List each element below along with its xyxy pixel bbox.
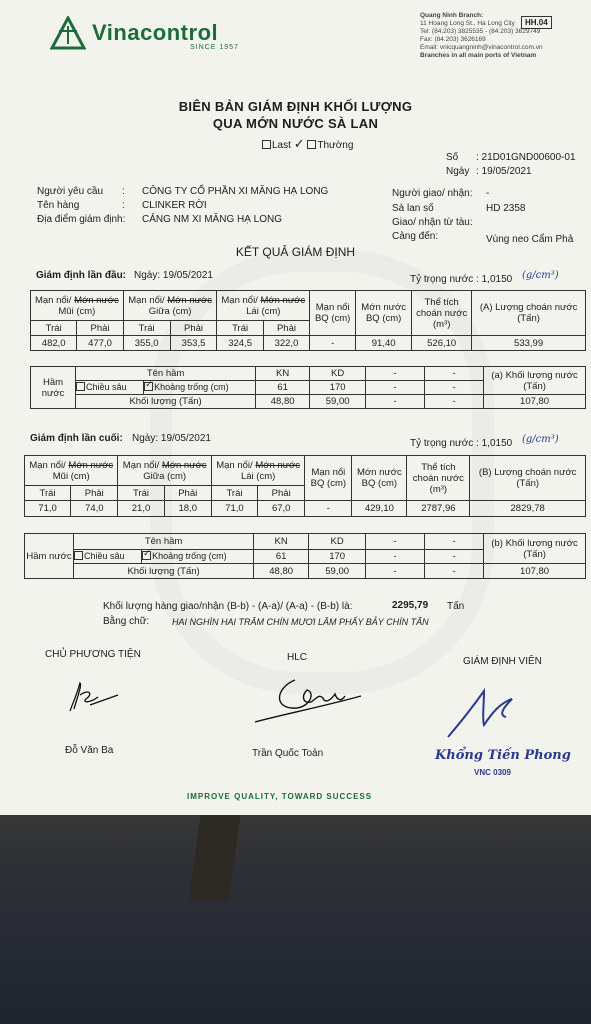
owner-signature <box>60 675 130 720</box>
brand-name: Vinacontrol <box>92 20 219 45</box>
owner-title: CHỦ PHƯƠNG TIỆN <box>45 649 141 660</box>
doc-title-1: BIÊN BẢN GIÁM ĐỊNH KHỐI LƯỢNG <box>178 99 413 114</box>
first-density: Tỷ trọng nước : 1,0150 <box>410 274 513 285</box>
phai: Phải <box>170 321 217 336</box>
deliver-value: - <box>486 188 490 199</box>
col-mui: Mạn nổi/ Mớn nước Mũi (cm) <box>25 456 118 486</box>
checkbox-icon <box>307 140 316 149</box>
brand-since: SINCE 1957 <box>190 44 239 51</box>
hold-result-value: 107,80 <box>484 395 586 409</box>
cell: 355,0 <box>123 336 170 351</box>
doc-title-2: QUA MỚN NƯỚC SÀ LAN <box>212 116 379 131</box>
summary-value: 2295,79 <box>392 600 429 611</box>
hlc-signature <box>245 670 375 740</box>
title-options: Last ✓ Thường <box>262 136 353 152</box>
cell: 2829,78 <box>470 501 586 517</box>
cell: - <box>305 501 352 517</box>
cell: 59,00 <box>310 395 366 409</box>
trai: Trái <box>123 321 170 336</box>
ten-ham: Tên hầm <box>76 367 256 381</box>
dash: - <box>425 367 484 381</box>
from-label: Giao/ nhận từ tàu: <box>392 217 473 228</box>
ngay-label: Ngày <box>446 166 470 177</box>
first-density-handwritten: (g/cm³) <box>522 270 559 281</box>
hold-result-label: (a) Khối lượng nước (Tấn) <box>484 367 586 395</box>
hold-result-value: 107,80 <box>484 564 586 579</box>
cell: 526,10 <box>412 336 472 351</box>
inspector-title: GIÁM ĐỊNH VIÊN <box>463 656 542 667</box>
summary-unit: Tấn <box>447 601 465 612</box>
cell: 429,10 <box>352 501 407 517</box>
col-lai: Mạn nổi/ Mớn nước Lái (cm) <box>211 456 304 486</box>
background-lap <box>0 800 591 1024</box>
cell: 67,0 <box>258 501 305 517</box>
col-thetich: Thể tích choán nước (m³) <box>412 291 472 336</box>
slogan: IMPROVE QUALITY, TOWARD SUCCESS <box>187 792 373 801</box>
summary-line: Khối lượng hàng giao/nhận (B-b) - (A-a)/ (A-a) - (B-b) là: <box>103 601 353 612</box>
dash: - <box>366 550 425 564</box>
cell: 48,80 <box>254 564 309 579</box>
cell: 482,0 <box>31 336 77 351</box>
barge-value: HD 2358 <box>486 203 526 214</box>
inspector-code: VNC 0309 <box>474 768 511 777</box>
requester-value: CÔNG TY CỔ PHẦN XI MĂNG HẠ LONG <box>142 186 329 197</box>
words-label: Bằng chữ: <box>103 616 150 627</box>
ngay-value: : 19/05/2021 <box>476 166 532 177</box>
phai: Phải <box>71 486 118 501</box>
colon: : <box>122 186 125 197</box>
dash: - <box>366 381 425 395</box>
col-thetich: Thể tích choán nước (m³) <box>407 456 470 501</box>
first-date: Ngày: 19/05/2021 <box>134 270 213 281</box>
kd: KD <box>310 367 366 381</box>
cell: 170 <box>309 550 366 564</box>
barge-label: Sà lan số <box>392 203 434 214</box>
col-result: (A) Lượng choán nước (Tấn) <box>472 291 586 336</box>
branch-info: Quang Ninh Branch: 11 Hoang Long St., Ha Long City Tel: (84.203) 3825535 - (84.203) 3629749 Fax: (84.203) 3626169 Email: vnicquangninh@vinacontrol.com.vn Branches in all main ports of Vietnam <box>420 12 543 59</box>
dash: - <box>425 381 484 395</box>
last-label: Giám định lần cuối: <box>30 433 123 444</box>
kl-label: Khối lượng (Tấn) <box>76 395 256 409</box>
cargo-value: CLINKER RỜI <box>142 200 207 211</box>
hold-options: ✓ Khoảng trống (cm) <box>144 381 256 395</box>
owner-name: Đỗ Văn Ba <box>65 745 114 756</box>
cell: - <box>310 336 356 351</box>
phai: Phải <box>258 486 305 501</box>
dash: - <box>366 564 425 579</box>
words-value: HAI NGHÌN HAI TRĂM CHÍN MƯƠI LĂM PHẨY BẢY CHÍN TẤN <box>172 617 429 627</box>
hlc-title: HLC <box>287 652 308 663</box>
trai: Trái <box>25 486 71 501</box>
so-label: Số <box>446 152 459 163</box>
col-result: (B) Lượng choán nước (Tấn) <box>470 456 586 501</box>
inspector-name: Khổng Tiến Phong <box>435 748 571 763</box>
kn: KN <box>254 534 309 550</box>
cell: 71,0 <box>25 501 71 517</box>
cell: 2787,96 <box>407 501 470 517</box>
dash: - <box>425 564 484 579</box>
hold-options: ✓ Khoảng trống (cm) <box>142 550 254 564</box>
so-value: : 21D01GND00600-01 <box>476 152 576 163</box>
colon: : <box>122 200 125 211</box>
cell: 74,0 <box>71 501 118 517</box>
cell: 322,0 <box>263 336 309 351</box>
first-label: Giám định lần đầu: <box>36 270 127 281</box>
cell: 71,0 <box>211 501 257 517</box>
place-value: CẢNG NM XI MĂNG HẠ LONG <box>142 214 283 225</box>
col-mui: Mạn nổi/ Mớn nước Mũi (cm) <box>31 291 124 321</box>
trai: Trái <box>118 486 164 501</box>
port-label: Cảng đến: <box>392 231 439 242</box>
dash: - <box>425 550 484 564</box>
hold-result-label: (b) Khối lượng nước (Tấn) <box>484 534 586 564</box>
inspector-signature <box>440 685 530 745</box>
ten-ham: Tên hầm <box>74 534 254 550</box>
hold-label: Hầm nước <box>31 367 76 409</box>
scale-logo-icon <box>50 16 86 50</box>
cell: 324,5 <box>217 336 263 351</box>
col-bq: Mạn nổi BQ (cm) <box>310 291 356 336</box>
cargo-label: Tên hàng <box>37 200 80 211</box>
trai: Trái <box>217 321 263 336</box>
cell: 91,40 <box>356 336 412 351</box>
col-monbq: Mớn nước BQ (cm) <box>356 291 412 336</box>
dash: - <box>366 395 425 409</box>
result-title: KẾT QUẢ GIÁM ĐỊNH <box>235 245 356 259</box>
place-label: Địa điểm giám định: <box>37 214 126 225</box>
phai: Phải <box>164 486 211 501</box>
cell: 18,0 <box>164 501 211 517</box>
dash: - <box>425 395 484 409</box>
col-giua: Mạn nổi/ Mớn nước Giữa (cm) <box>118 456 211 486</box>
col-giua: Mạn nổi/ Mớn nước Giữa (cm) <box>123 291 217 321</box>
last-draft-table <box>24 455 586 517</box>
checkbox-icon <box>262 140 271 149</box>
last-density-handwritten: (g/cm³) <box>522 434 559 445</box>
cell: 170 <box>310 381 366 395</box>
cell: 353,5 <box>170 336 217 351</box>
dash: - <box>366 367 425 381</box>
hlc-name: Trần Quốc Toản <box>252 748 324 759</box>
cell: 61 <box>254 550 309 564</box>
cell: 477,0 <box>77 336 123 351</box>
deliver-label: Người giao/ nhận: <box>392 188 473 199</box>
cell: 48,80 <box>256 395 310 409</box>
first-draft-table <box>30 290 586 351</box>
last-date: Ngày: 19/05/2021 <box>132 433 211 444</box>
last-density: Tỷ trọng nước : 1,0150 <box>410 438 513 449</box>
last-hold-table <box>24 533 586 579</box>
col-bq: Mạn nổi BQ (cm) <box>305 456 352 501</box>
dash: - <box>366 534 425 550</box>
first-hold-table <box>30 366 586 409</box>
hold-options: Chiều sâu <box>76 381 144 395</box>
kl-label: Khối lượng (Tấn) <box>74 564 254 579</box>
port-value: Vùng neo Cẩm Phả <box>486 234 574 245</box>
cell: 533,99 <box>472 336 586 351</box>
kn: KN <box>256 367 310 381</box>
kd: KD <box>309 534 366 550</box>
form-code: HH.04 <box>521 16 552 29</box>
hold-options: Chiều sâu <box>74 550 142 564</box>
col-monbq: Mớn nước BQ (cm) <box>352 456 407 501</box>
col-lai: Mạn nổi/ Mớn nước Lái (cm) <box>217 291 310 321</box>
dash: - <box>425 534 484 550</box>
requester-label: Người yêu cầu <box>37 186 104 197</box>
hold-label: Hầm nước <box>25 534 74 579</box>
phai: Phải <box>263 321 309 336</box>
trai: Trái <box>211 486 257 501</box>
cell: 21,0 <box>118 501 164 517</box>
cell: 59,00 <box>309 564 366 579</box>
phai: Phải <box>77 321 123 336</box>
cell: 61 <box>256 381 310 395</box>
trai: Trái <box>31 321 77 336</box>
